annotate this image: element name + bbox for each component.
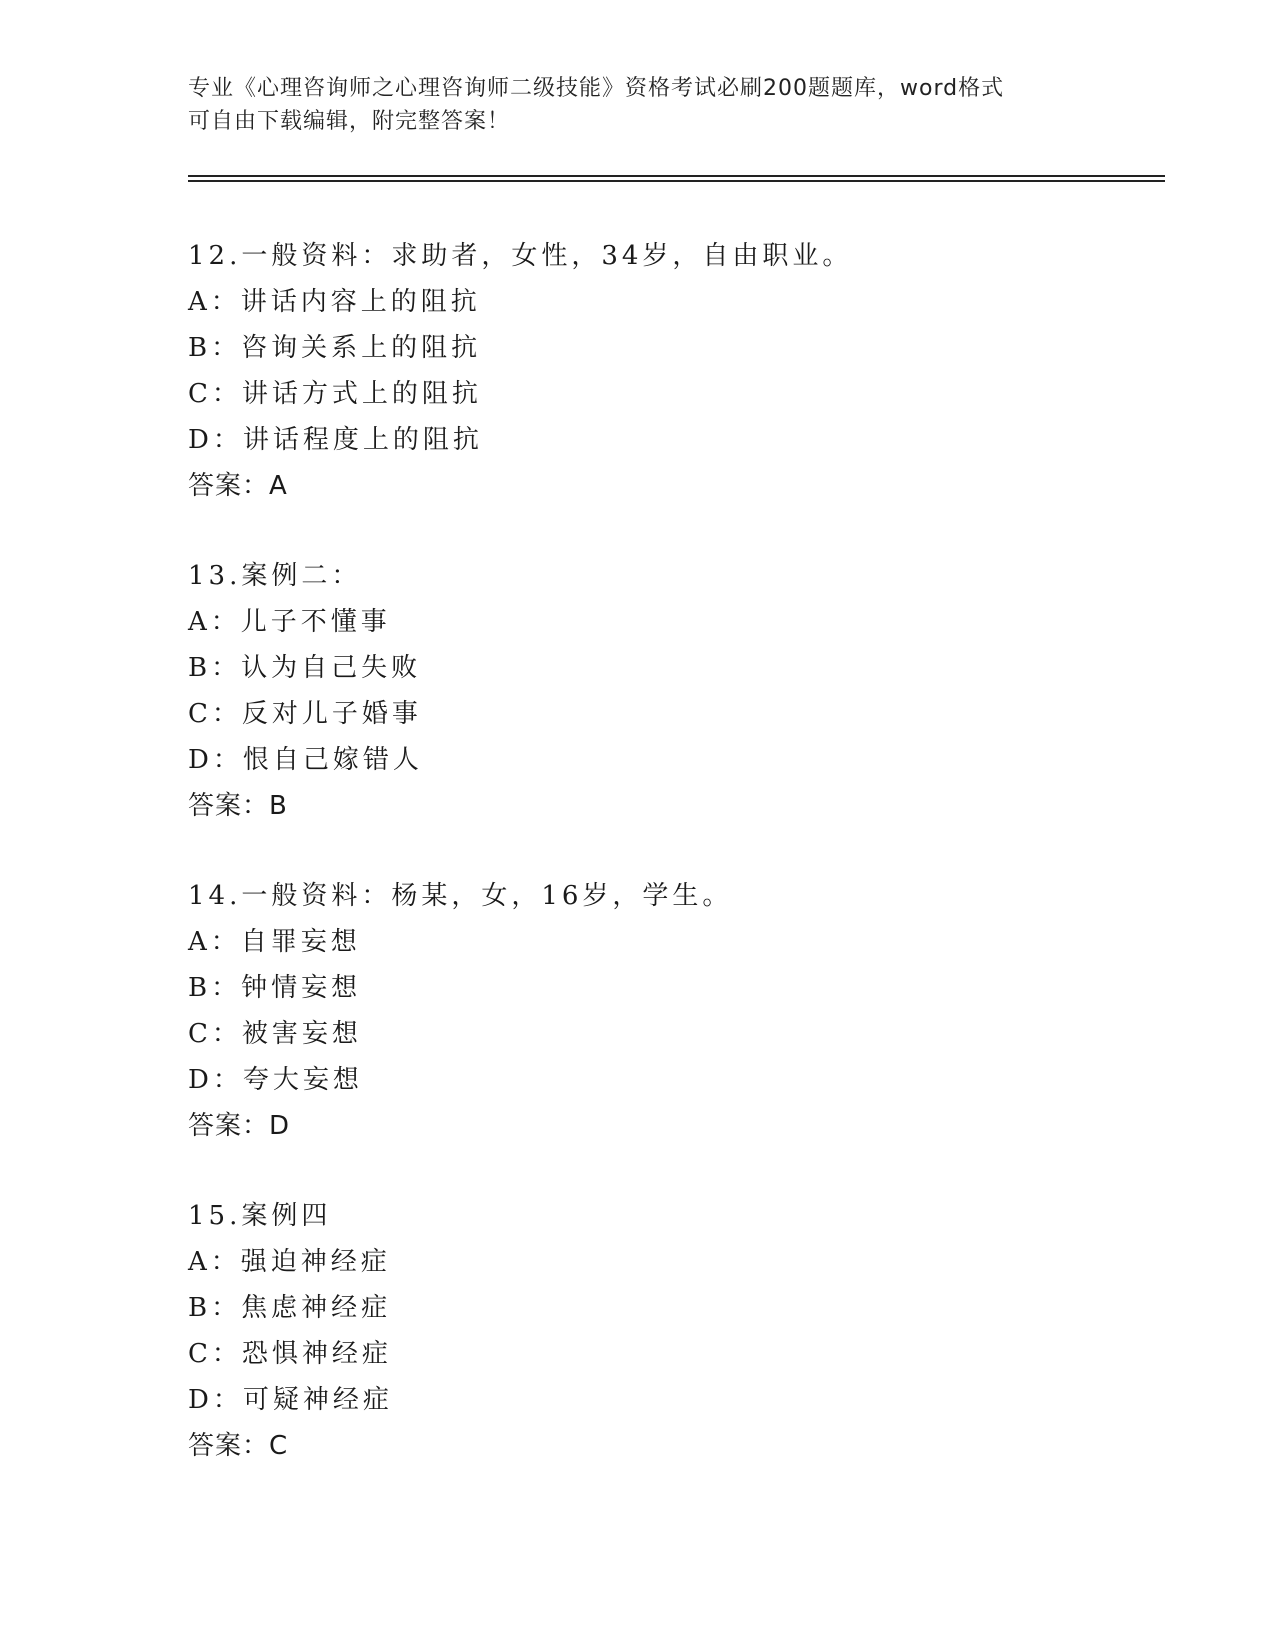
option-d: D：可疑神经症 [188, 1385, 393, 1415]
answer-line: 答案：D [188, 1111, 291, 1141]
answer-line: 答案：A [188, 471, 288, 501]
header-line-1: 专业《心理咨询师之心理咨询师二级技能》资格考试必刷200题题库，word格式 [188, 76, 1005, 101]
question-stem: 14.一般资料：杨某，女，16岁，学生。 [188, 881, 733, 911]
option-d: D：恨自己嫁错人 [188, 745, 423, 775]
option-a: A：讲话内容上的阻抗 [188, 287, 481, 317]
option-a: A：儿子不懂事 [188, 607, 391, 637]
question-14 [188, 873, 1088, 1149]
option-c: C：讲话方式上的阻抗 [188, 379, 482, 409]
option-b: B：认为自己失败 [188, 653, 422, 683]
option-a: A：强迫神经症 [188, 1247, 391, 1277]
option-d: D：夸大妄想 [188, 1065, 363, 1095]
option-d: D：讲话程度上的阻抗 [188, 425, 483, 455]
option-b: B：咨询关系上的阻抗 [188, 333, 482, 363]
option-c: C：反对儿子婚事 [188, 699, 422, 729]
question-stem: 12.一般资料：求助者，女性，34岁，自由职业。 [188, 241, 853, 271]
option-c: C：恐惧神经症 [188, 1339, 392, 1369]
option-a: A：自罪妄想 [188, 927, 361, 957]
header-divider-top [188, 175, 1165, 177]
question-15 [188, 1193, 1088, 1469]
question-13 [188, 553, 1088, 829]
question-12 [188, 233, 1088, 509]
header-divider-bottom [188, 180, 1165, 182]
option-b: B：焦虑神经症 [188, 1293, 392, 1323]
header-line-2: 可自由下载编辑，附完整答案！ [188, 109, 511, 134]
option-c: C：被害妄想 [188, 1019, 362, 1049]
question-stem: 15.案例四 [188, 1201, 332, 1231]
answer-line: 答案：C [188, 1431, 289, 1461]
answer-line: 答案：B [188, 791, 288, 821]
option-b: B：钟情妄想 [188, 973, 362, 1003]
question-stem: 13.案例二： [188, 561, 362, 591]
document-header [188, 72, 1068, 138]
